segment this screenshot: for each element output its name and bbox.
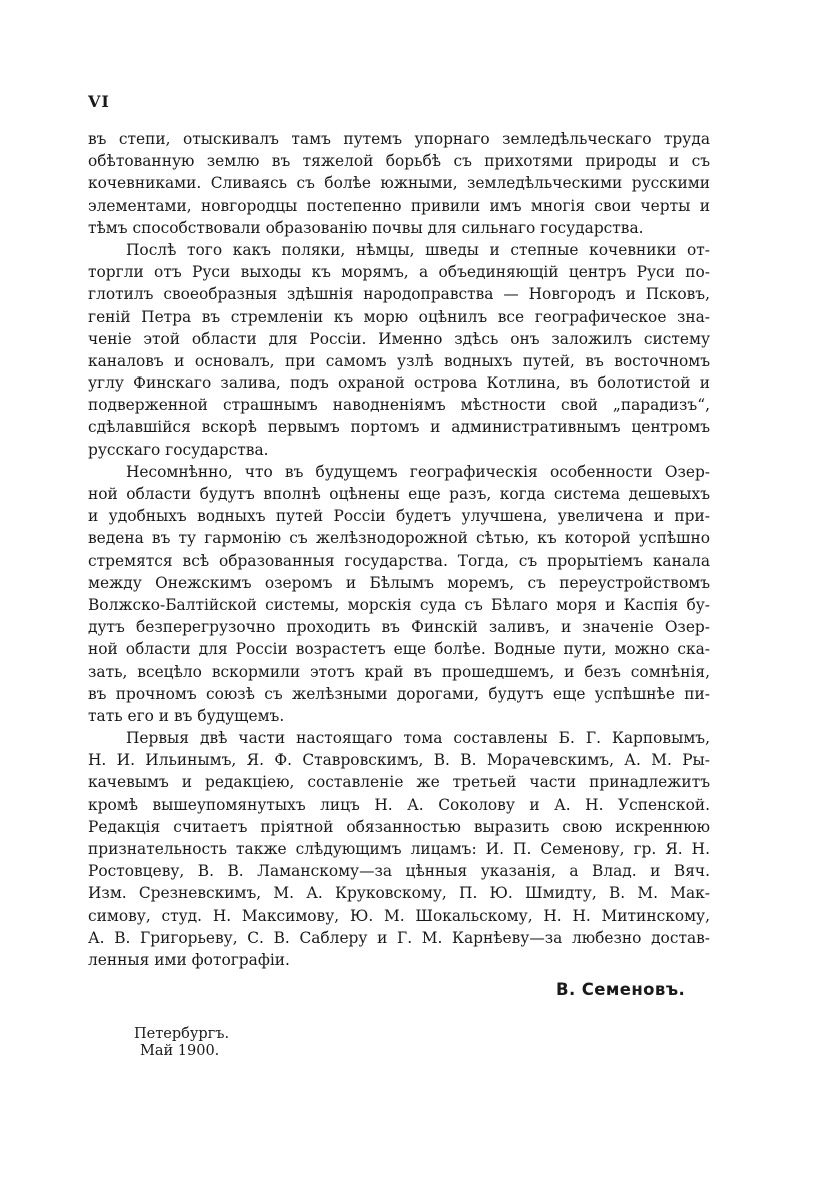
page-number: VI: [88, 92, 110, 111]
text-line: геній Петра въ стремленіи къ морю оцѣнилъ все географическое зна-: [88, 307, 710, 326]
text-line: ной области будутъ вполнѣ оцѣнены еще разъ, когда система дешевыхъ: [88, 485, 710, 503]
text-line: тать его и въ будущемъ.: [88, 706, 285, 725]
paragraph-4: [88, 727, 710, 971]
text-line: ведена въ ту гармонію съ желѣзнодорожной сѣтью, къ которой успѣшно: [88, 529, 710, 548]
text-line: и удобныхъ водныхъ путей Россіи будетъ улучшена, увеличена и при-: [88, 507, 710, 526]
text-line: симову, студ. Н. Максимову, Ю. М. Шокальскому, Н. Н. Митинскому,: [88, 906, 710, 925]
body-text: [88, 128, 710, 971]
text-line: кромѣ вышеупомянутыхъ лицъ Н. А. Соколову и А. Н. Успенской.: [88, 795, 710, 814]
text-line: въ прочномъ союзѣ съ желѣзными дорогами, будутъ еще успѣшнѣе пи-: [88, 684, 710, 703]
text-line: тѣмъ способствовали образованію почвы для сильнаго государства.: [88, 218, 644, 237]
text-line: стремятся всѣ образованныя государства. Тогда, съ прорытіемъ канала: [88, 551, 710, 570]
text-line: зать, всецѣло вскормили этотъ край въ прошедшемъ, и безъ сомнѣнія,: [88, 662, 710, 681]
text-line: подверженной страшнымъ наводненіямъ мѣстности свой „парадизъ“,: [88, 396, 710, 415]
text-line: ной области для Россіи возрастетъ еще болѣе. Водные пути, можно ска-: [88, 640, 710, 659]
text-line: А. В. Григорьеву, С. В. Саблеру и Г. М. Карнѣеву—за любезно достав-: [88, 928, 710, 947]
text-line: ченіе этой области для Россіи. Именно здѣсь онъ заложилъ систему: [88, 329, 710, 348]
text-line: дутъ безперегрузочно проходить въ Финскій заливъ, и значеніе Озер-: [88, 618, 710, 637]
text-line: Первыя двѣ части настоящаго тома составлены Б. Г. Карповымъ,: [126, 729, 710, 748]
text-line: Несомнѣнно, что въ будущемъ географическія особенности Озер-: [126, 462, 710, 481]
text-line: признательность также слѣдующимъ лицамъ: И. П. Семенову, гр. Я. Н.: [88, 840, 710, 858]
text-line: въ степи, отыскивалъ тамъ путемъ упорнаго земледѣльческаго труда: [88, 130, 710, 148]
text-line: качевымъ и редакціею, составленіе же третьей части принадлежитъ: [88, 773, 710, 792]
text-line: кочевниками. Сливаясь съ болѣе южными, земледѣльческими русскими: [88, 174, 710, 193]
text-line: русскаго государства.: [88, 440, 269, 459]
text-line: каналовъ и основалъ, при самомъ узлѣ водныхъ путей, въ восточномъ: [88, 351, 710, 370]
text-line: торгли отъ Руси выходы къ морямъ, а объединяющій центръ Руси по-: [88, 263, 710, 282]
text-line: между Онежскимъ озеромъ и Бѣлымъ моремъ, съ переустройствомъ: [88, 573, 710, 592]
paragraph-3: [88, 461, 710, 727]
paragraph-2: [88, 239, 710, 461]
author-signature: В. Семеновъ.: [556, 980, 686, 999]
text-line: глотилъ своеобразныя здѣшнія народоправства — Новгородъ и Псковъ,: [88, 285, 710, 304]
text-line: сдѣлавшійся вскорѣ первымъ портомъ и административнымъ центромъ: [88, 418, 710, 437]
text-line: углу Финскаго залива, подъ охраной острова Котлина, въ болотистой и: [88, 374, 710, 393]
text-line: Послѣ того какъ поляки, нѣмцы, шведы и степные кочевники от-: [126, 240, 710, 259]
text-line: элементами, новгородцы постепенно привили имъ многія свои черты и: [88, 196, 710, 215]
text-line: Волжско-Балтійской системы, морскія суда съ Бѣлаго моря и Каспія бу-: [88, 595, 710, 614]
place-label: Петербургъ.: [134, 1026, 230, 1042]
paragraph-1: [88, 128, 710, 239]
text-line: ленныя ими фотографіи.: [88, 950, 290, 969]
text-line: Изм. Срезневскимъ, М. А. Круковскому, П. Ю. Шмидту, В. М. Мак-: [88, 884, 710, 903]
text-line: Редакція считаетъ пріятной обязанностью выразить свою искреннюю: [88, 817, 710, 836]
text-line: Ростовцеву, В. В. Ламанскому—за цѣнныя указанія, а Влад. и Вяч.: [88, 862, 710, 881]
text-line: Н. И. Ильинымъ, Я. Ф. Ставровскимъ, В. В. Морачевскимъ, А. М. Ры-: [88, 751, 710, 770]
place-date-block: [134, 1026, 229, 1060]
text-line: обѣтованную землю въ тяжелой борьбѣ съ прихотями природы и съ: [88, 152, 710, 171]
date-label: Май 1900.: [140, 1043, 220, 1059]
